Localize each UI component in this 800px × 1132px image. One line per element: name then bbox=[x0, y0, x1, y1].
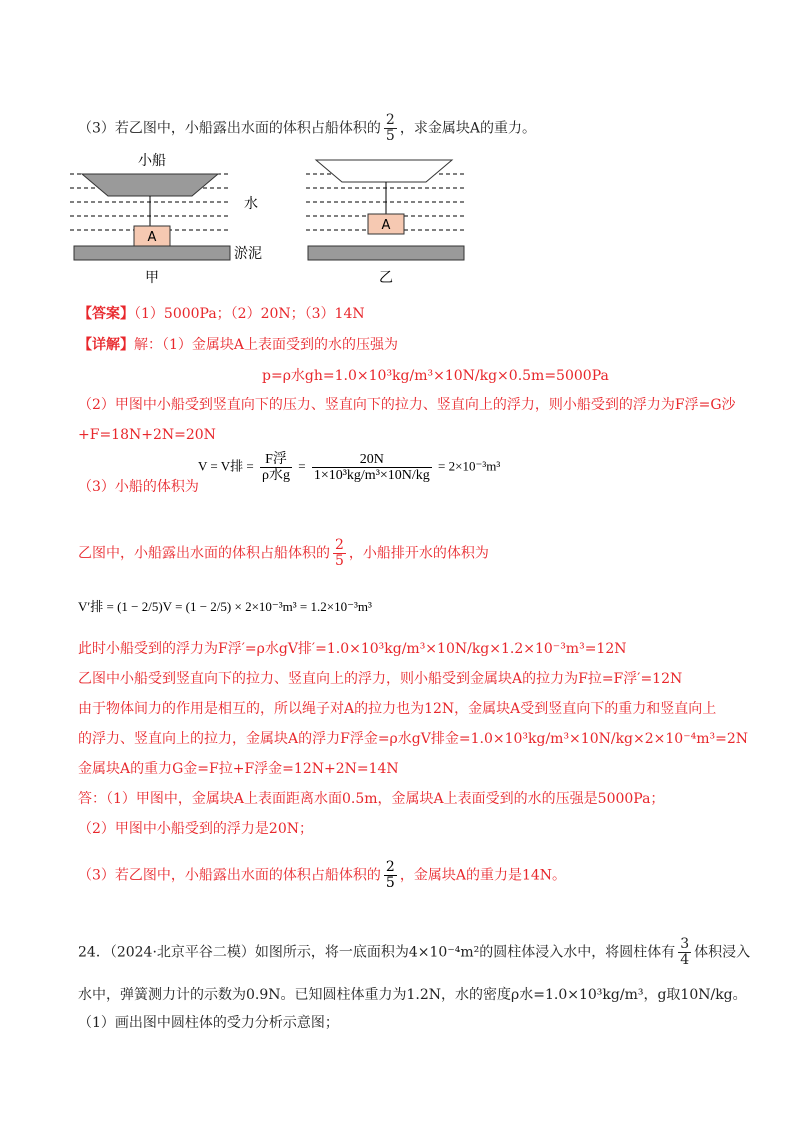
pull-line: 乙图中小船受到竖直向下的拉力、竖直向上的浮力，则小船受到金属块A的拉力为F拉=F浮′=12N bbox=[78, 671, 683, 687]
boat-label: 小船 bbox=[138, 153, 166, 169]
detail-intro: 解：（1）金属块A上表面受到的水的压强为 bbox=[134, 337, 399, 353]
ans-line3-suffix: ，金属块A的重力是14N。 bbox=[399, 867, 567, 884]
fraction: $\frac{2}{5}$ bbox=[385, 112, 395, 144]
answer-line bbox=[78, 305, 365, 323]
q3-prefix: （3）若乙图中，小船露出水面的体积占船体积的 bbox=[78, 120, 381, 137]
left-boat bbox=[82, 174, 218, 196]
yi-fraction: $\frac{2}{5}$ bbox=[335, 537, 344, 569]
eq-right: = 2×10⁻³m³ bbox=[438, 458, 501, 474]
q24-prefix: 24．（2024·北京平谷二模）如图所示，将一底面积为4×10⁻⁴m²的圆柱体浸入水中，将圆柱体有 bbox=[78, 944, 676, 961]
ans-line2: （2）甲图中小船受到的浮力是20N； bbox=[78, 821, 313, 837]
eq-frac-numeric: $\frac{20N}{\text{1×10³kg/m³×10N/kg}}$ bbox=[313, 452, 430, 483]
detail-tag: 【详解】 bbox=[78, 337, 134, 353]
left-mud bbox=[74, 246, 230, 260]
part3-equation: V = V排 = $\frac{\text{F浮}}{\text{ρ水g}}$ = $\frac{20N}{\text{1×10³kg/m³×10N/kg}}$ = 2×10⁻³m³ bbox=[198, 452, 501, 483]
right-caption: 乙 bbox=[379, 270, 393, 286]
ans-line3 bbox=[78, 860, 566, 891]
yi-suffix: ，小船排开水的体积为 bbox=[348, 545, 489, 562]
right-boat bbox=[316, 160, 452, 182]
water-label: 水 bbox=[244, 196, 258, 212]
pressure-equation: p=ρ水gh=1.0×10³kg/m³×10N/kg×0.5m=5000Pa bbox=[262, 368, 609, 384]
part3-label: （3）小船的体积为 bbox=[78, 479, 199, 495]
answer-tag: 【答案】 bbox=[78, 306, 134, 322]
weight-line: 金属块A的重力G金=F拉+F浮金=12N+2N=14N bbox=[78, 761, 399, 777]
q24-suffix: 体积浸入 bbox=[694, 944, 751, 961]
part2-line2: +F=18N+2N=20N bbox=[78, 427, 216, 443]
eq-left: V = V排 = bbox=[198, 458, 254, 474]
eq-frac-symbolic: $\frac{\text{F浮}}{\text{ρ水g}}$ bbox=[261, 452, 290, 483]
answer-text: （1）5000Pa；（2）20N；（3）14N bbox=[134, 306, 365, 322]
ans-fraction: $\frac{2}{5}$ bbox=[385, 859, 395, 891]
left-caption: 甲 bbox=[145, 270, 159, 286]
q24-line3: （1）画出图中圆柱体的受力分析示意图； bbox=[78, 1015, 339, 1031]
q3-suffix: ，求金属块A的重力。 bbox=[399, 120, 536, 137]
mutual-line1: 由于物体间力的作用是相互的，所以绳子对A的拉力也为12N，金属块A受到竖直向下的重力和竖直向上 bbox=[78, 701, 717, 717]
ans-line3-prefix: （3）若乙图中，小船露出水面的体积占船体积的 bbox=[78, 867, 381, 884]
buoy-line: 此时小船受到的浮力为F浮′=ρ水gV排′=1.0×10³kg/m³×10N/kg×1.2×10⁻³m³=12N bbox=[78, 641, 627, 657]
detail-intro-line bbox=[78, 336, 398, 354]
yi-prefix: 乙图中，小船露出水面的体积占船体积的 bbox=[78, 545, 330, 562]
ans-line1: 答：（1）甲图中，金属块A上表面距离水面0.5m，金属块A上表面受到的水的压强是5000Pa； bbox=[78, 791, 665, 807]
q24-fraction: $\frac{3}{4}$ bbox=[680, 936, 690, 968]
yi-line bbox=[78, 538, 489, 569]
boat-figure bbox=[60, 150, 480, 290]
q3-line bbox=[78, 113, 536, 144]
left-block-label: A bbox=[147, 230, 157, 245]
q24-line1 bbox=[78, 937, 750, 968]
right-block-label: A bbox=[381, 218, 391, 233]
vprime-equation: V′排 = (1 − 2/5)V = (1 − 2/5) × 2×10⁻³m³ = 1.2×10⁻³m³ bbox=[78, 599, 372, 614]
mutual-line2: 的浮力、竖直向上的拉力，金属块A的浮力F浮金=ρ水gV排金=1.0×10³kg/m³×10N/kg×2×10⁻⁴m³=2N bbox=[78, 731, 748, 747]
part2-line1: （2）甲图中小船受到竖直向下的压力、竖直向下的拉力、竖直向上的浮力，则小船受到的浮力为F浮=G沙 bbox=[78, 397, 736, 413]
q24-line2: 水中，弹簧测力计的示数为0.9N。已知圆柱体重力为1.2N，水的密度ρ水=1.0×10³kg/m³，g取10N/kg。 bbox=[78, 987, 747, 1003]
mud-label: 淤泥 bbox=[234, 246, 262, 262]
right-mud bbox=[308, 246, 464, 260]
